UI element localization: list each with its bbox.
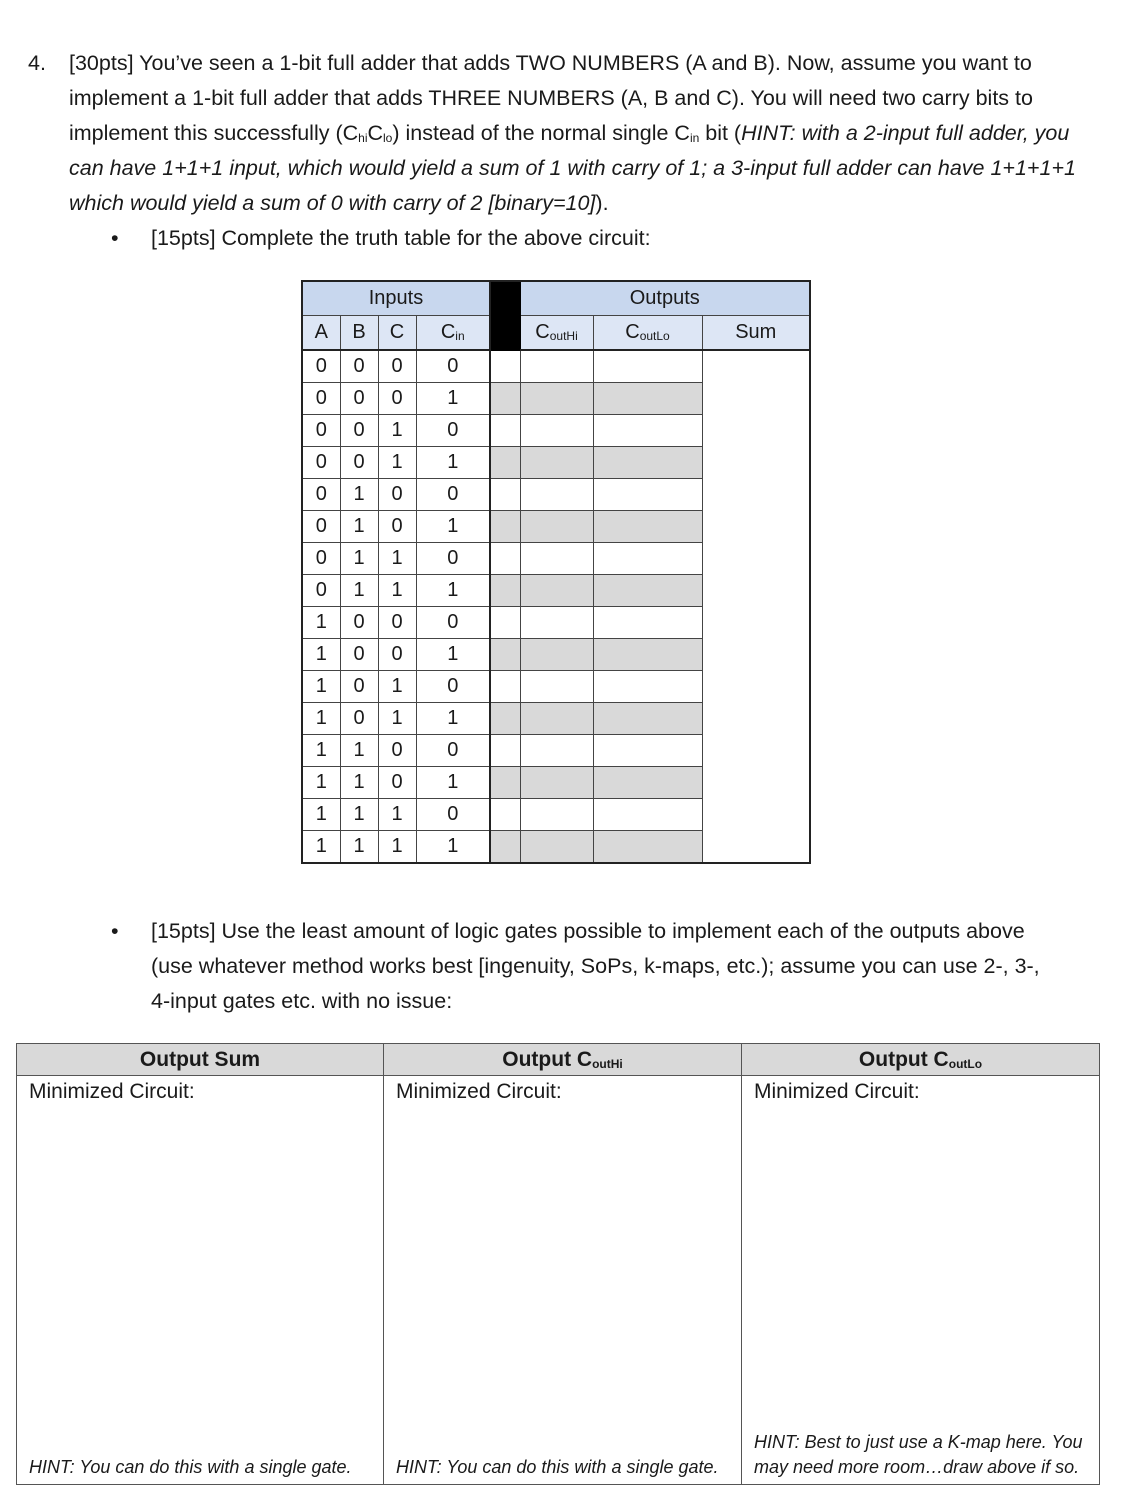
answer-sum[interactable] <box>593 575 702 607</box>
cell-c: 0 <box>378 511 416 543</box>
answer-couthi[interactable] <box>490 575 520 607</box>
cell-c: 1 <box>378 703 416 735</box>
col-b: B <box>340 316 378 351</box>
cell-b: 1 <box>340 479 378 511</box>
answer-couthi[interactable] <box>490 799 520 831</box>
hint-coutlo: HINT: Best to just use a K-map here. You may need more room…draw above if so. <box>754 1432 1083 1477</box>
hint-sum: HINT: You can do this with a single gate. <box>29 1457 352 1477</box>
bullet-minimize: • [15pts] Use the least amount of logic gates possible to implement each of the outputs above (use whatever method works best [ingenuity, SoPs, k-maps, etc.); assume you can use 2-, 3-, 4-input gates etc. with no issue: <box>111 919 1040 1013</box>
answer-sum[interactable] <box>593 479 702 511</box>
truth-table-row <box>302 479 810 511</box>
cell-cin: 0 <box>416 607 490 639</box>
truth-table <box>301 280 811 864</box>
cell-c: 0 <box>378 479 416 511</box>
answer-cell-coutlo[interactable] <box>742 1076 1100 1485</box>
cell-b: 0 <box>340 447 378 479</box>
cell-cin: 1 <box>416 639 490 671</box>
cell-c: 1 <box>378 543 416 575</box>
outputs-header: Outputs <box>520 281 810 316</box>
cell-a: 0 <box>302 543 340 575</box>
answer-couthi[interactable] <box>490 415 520 447</box>
truth-table-row <box>302 831 810 864</box>
answer-coutlo[interactable] <box>520 511 593 543</box>
bullet-truth-table: • [15pts] Complete the truth table for the above circuit: <box>111 226 651 250</box>
answer-coutlo[interactable] <box>520 671 593 703</box>
answer-coutlo[interactable] <box>520 799 593 831</box>
col-a: A <box>302 316 340 351</box>
cell-a: 0 <box>302 575 340 607</box>
cell-c: 0 <box>378 639 416 671</box>
cell-b: 0 <box>340 703 378 735</box>
answer-couthi[interactable] <box>490 735 520 767</box>
minimized-label: Minimized Circuit: <box>29 1080 195 1103</box>
cell-c: 1 <box>378 575 416 607</box>
cell-a: 1 <box>302 639 340 671</box>
answer-couthi[interactable] <box>490 350 520 383</box>
answer-couthi[interactable] <box>490 543 520 575</box>
minimized-label: Minimized Circuit: <box>754 1080 920 1103</box>
question-number: 4. <box>28 51 46 75</box>
cell-b: 0 <box>340 350 378 383</box>
answer-table <box>16 1043 1100 1485</box>
truth-table-row <box>302 350 810 383</box>
col-sum: Sum <box>702 316 810 351</box>
cell-a: 1 <box>302 767 340 799</box>
col-cin: $C_{in}$ <box>416 316 490 351</box>
answer-coutlo[interactable] <box>520 575 593 607</box>
answer-sum[interactable] <box>593 671 702 703</box>
col-c: C <box>378 316 416 351</box>
cell-cin: 1 <box>416 511 490 543</box>
col-couthi: $C_{outHi}$ <box>520 316 593 351</box>
answer-sum[interactable] <box>593 639 702 671</box>
answer-coutlo[interactable] <box>520 639 593 671</box>
minimized-label: Minimized Circuit: <box>396 1080 562 1103</box>
truth-table-row <box>302 735 810 767</box>
truth-table-row <box>302 575 810 607</box>
answer-couthi[interactable] <box>490 639 520 671</box>
cell-a: 1 <box>302 703 340 735</box>
cell-a: 0 <box>302 350 340 383</box>
cell-c: 0 <box>378 767 416 799</box>
answer-sum[interactable] <box>593 383 702 415</box>
answer-coutlo[interactable] <box>520 831 593 864</box>
answer-coutlo[interactable] <box>520 767 593 799</box>
answer-coutlo[interactable] <box>520 703 593 735</box>
answer-couthi[interactable] <box>490 767 520 799</box>
cell-b: 0 <box>340 415 378 447</box>
cell-cin: 1 <box>416 703 490 735</box>
answer-sum[interactable] <box>593 447 702 479</box>
answer-coutlo[interactable] <box>520 735 593 767</box>
cell-c: 1 <box>378 447 416 479</box>
cell-cin: 0 <box>416 415 490 447</box>
answer-coutlo[interactable] <box>520 350 593 383</box>
cell-b: 0 <box>340 639 378 671</box>
cell-c: 0 <box>378 735 416 767</box>
answer-couthi[interactable] <box>490 671 520 703</box>
answer-sum[interactable] <box>593 831 702 864</box>
separator-column <box>490 281 520 350</box>
cell-cin: 0 <box>416 735 490 767</box>
truth-table-row <box>302 639 810 671</box>
cell-a: 0 <box>302 383 340 415</box>
truth-table-row <box>302 671 810 703</box>
truth-table-row <box>302 703 810 735</box>
cell-b: 0 <box>340 383 378 415</box>
col-coutlo: $C_{outLo}$ <box>593 316 702 351</box>
truth-table-row <box>302 799 810 831</box>
cell-cin: 0 <box>416 671 490 703</box>
answer-sum[interactable] <box>593 415 702 447</box>
header-output-coutlo: Output $C_{outLo}$ <box>742 1044 1100 1076</box>
answer-sum[interactable] <box>593 799 702 831</box>
answer-coutlo[interactable] <box>520 447 593 479</box>
answer-sum[interactable] <box>593 735 702 767</box>
cell-c: 1 <box>378 831 416 864</box>
answer-sum[interactable] <box>593 543 702 575</box>
header-output-couthi: Output $C_{outHi}$ <box>384 1044 742 1076</box>
header-output-sum: Output Sum <box>17 1044 384 1076</box>
cell-cin: 0 <box>416 479 490 511</box>
answer-coutlo[interactable] <box>520 479 593 511</box>
answer-cell-couthi[interactable] <box>384 1076 742 1485</box>
answer-couthi[interactable] <box>490 511 520 543</box>
hint-couthi: HINT: You can do this with a single gate. <box>396 1457 719 1477</box>
cell-a: 0 <box>302 447 340 479</box>
cell-a: 0 <box>302 479 340 511</box>
question-block <box>28 46 1098 221</box>
cell-a: 1 <box>302 799 340 831</box>
truth-table-row <box>302 415 810 447</box>
cell-b: 0 <box>340 607 378 639</box>
answer-sum[interactable] <box>593 703 702 735</box>
cell-a: 0 <box>302 511 340 543</box>
truth-table-row <box>302 543 810 575</box>
cell-cin: 0 <box>416 543 490 575</box>
cell-a: 1 <box>302 735 340 767</box>
cell-b: 1 <box>340 511 378 543</box>
cell-b: 1 <box>340 543 378 575</box>
answer-sum[interactable] <box>593 511 702 543</box>
inputs-header: Inputs <box>302 281 490 316</box>
cell-c: 1 <box>378 415 416 447</box>
cell-b: 1 <box>340 831 378 864</box>
cell-a: 1 <box>302 607 340 639</box>
truth-table-row <box>302 767 810 799</box>
answer-cell-sum[interactable] <box>17 1076 384 1485</box>
cell-c: 0 <box>378 383 416 415</box>
answer-couthi[interactable] <box>490 383 520 415</box>
cell-a: 1 <box>302 671 340 703</box>
answer-couthi[interactable] <box>490 703 520 735</box>
cell-c: 0 <box>378 607 416 639</box>
cell-cin: 0 <box>416 350 490 383</box>
cell-a: 0 <box>302 415 340 447</box>
cell-c: 1 <box>378 799 416 831</box>
answer-couthi[interactable] <box>490 607 520 639</box>
cell-b: 1 <box>340 767 378 799</box>
answer-couthi[interactable] <box>490 831 520 864</box>
answer-coutlo[interactable] <box>520 415 593 447</box>
cell-cin: 1 <box>416 575 490 607</box>
question-text: [30pts] You’ve seen a 1-bit full adder that adds TWO NUMBERS (A and B). Now, assume you want to implement a 1-bit full adder that adds THREE NUMBERS (A, B and C). You will need two carry bits to implement this successfully $(C_{hi}C_{lo})$ instead of the normal single $C_{in}$ bit (HINT: with a 2-input full adder, you can have 1+1+1 input, which would yield a sum of 1 with carry of 1; a 3-input full adder can have 1+1+1+1 which would yield a sum of 0 with carry of 2 [binary=10]). <box>69 51 1076 215</box>
answer-couthi[interactable] <box>490 447 520 479</box>
answer-couthi[interactable] <box>490 479 520 511</box>
truth-table-row <box>302 511 810 543</box>
truth-table-row <box>302 447 810 479</box>
answer-sum[interactable] <box>593 607 702 639</box>
cell-a: 1 <box>302 831 340 864</box>
cell-c: 0 <box>378 350 416 383</box>
cell-b: 0 <box>340 671 378 703</box>
answer-sum[interactable] <box>593 350 702 383</box>
truth-table-row <box>302 607 810 639</box>
cell-cin: 1 <box>416 383 490 415</box>
cell-cin: 1 <box>416 831 490 864</box>
cell-cin: 0 <box>416 799 490 831</box>
cell-b: 1 <box>340 799 378 831</box>
answer-sum[interactable] <box>593 767 702 799</box>
truth-table-row <box>302 383 810 415</box>
answer-coutlo[interactable] <box>520 543 593 575</box>
answer-coutlo[interactable] <box>520 607 593 639</box>
cell-b: 1 <box>340 735 378 767</box>
cell-cin: 1 <box>416 447 490 479</box>
cell-cin: 1 <box>416 767 490 799</box>
hint-text: HINT: with a 2-input full adder, you can have 1+1+1 input, which would yield a sum of 1 with carry of 1; a 3-input full adder can have 1+1+1+1 which would yield a sum of 0 with carry of 2 [binary=10] <box>69 121 1076 215</box>
cell-b: 1 <box>340 575 378 607</box>
cell-c: 1 <box>378 671 416 703</box>
answer-coutlo[interactable] <box>520 383 593 415</box>
